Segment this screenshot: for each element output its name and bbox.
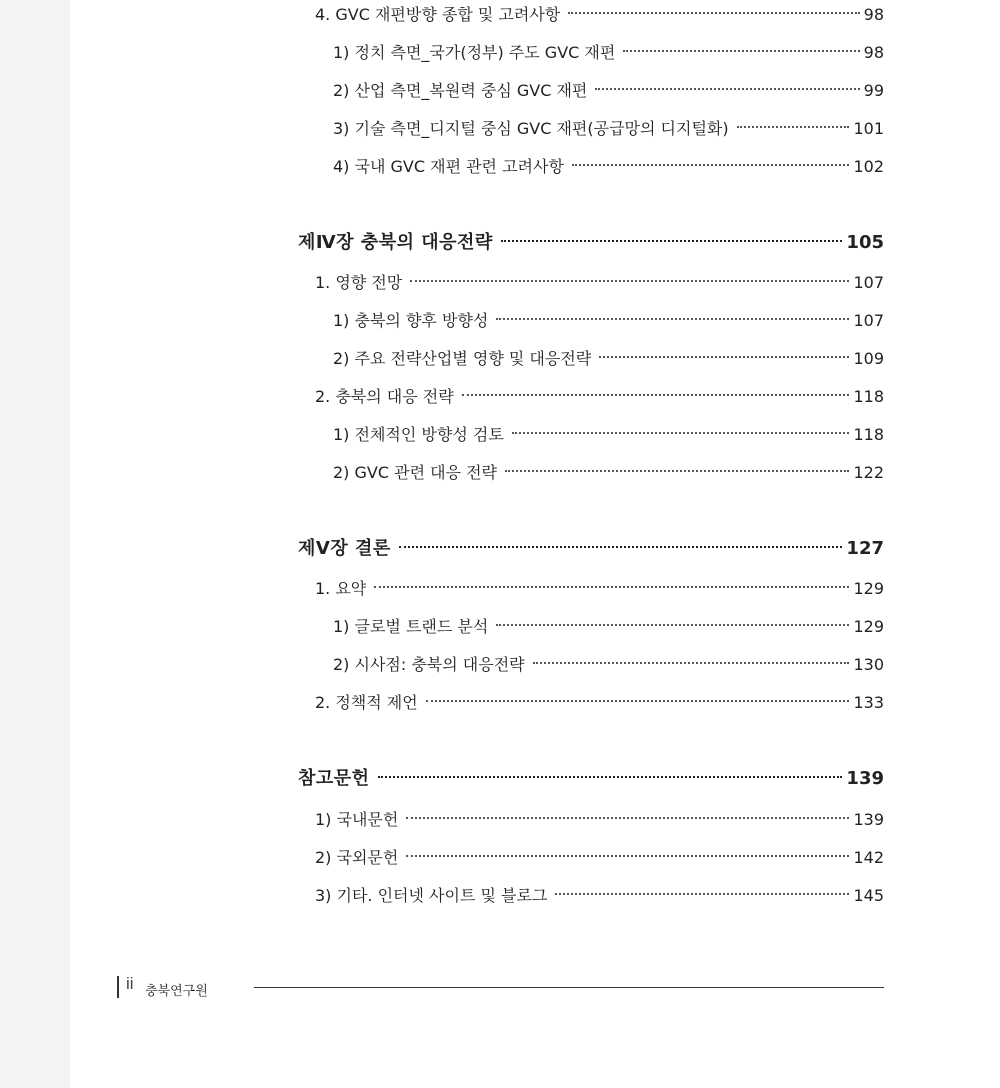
toc-entry-section[interactable]: 2. 충북의 대응 전략 118	[315, 387, 884, 406]
dot-leader	[595, 88, 859, 90]
toc-entry-chapter[interactable]: 제Ⅳ장 충북의 대응전략 105	[298, 232, 884, 253]
toc-entry-chapter[interactable]: 참고문헌 139	[298, 768, 884, 789]
toc-entry-section[interactable]: 3) 기타. 인터넷 사이트 및 블로그 145	[315, 886, 884, 905]
dot-leader	[496, 318, 849, 320]
dot-leader	[399, 546, 843, 548]
dot-leader	[555, 893, 849, 895]
toc-entry-subsection[interactable]: 1) 충북의 향후 방향성 107	[333, 311, 884, 330]
toc-entry-section[interactable]: 1) 국내문헌 139	[315, 810, 884, 829]
toc-entry-section[interactable]: 4. GVC 재편방향 종합 및 고려사항 98	[315, 5, 884, 24]
dot-leader	[505, 470, 849, 472]
dot-leader	[623, 50, 859, 52]
toc-entry-subsection[interactable]: 2) 주요 전략산업별 영향 및 대응전략 109	[333, 349, 884, 368]
dot-leader	[496, 624, 849, 626]
dot-leader	[462, 394, 850, 396]
toc-entry-subsection[interactable]: 2) GVC 관련 대응 전략 122	[333, 463, 884, 482]
footer-divider	[117, 976, 119, 998]
toc-entry-section[interactable]: 2) 국외문헌 142	[315, 848, 884, 867]
dot-leader	[406, 817, 849, 819]
toc-entry-subsection[interactable]: 3) 기술 측면_디지털 중심 GVC 재편(공급망의 디지털화) 101	[333, 119, 884, 138]
dot-leader	[374, 586, 849, 588]
toc-entry-section[interactable]: 2. 정책적 제언 133	[315, 693, 884, 712]
dot-leader	[568, 12, 859, 14]
dot-leader	[512, 432, 850, 434]
dot-leader	[426, 700, 850, 702]
toc-entry-subsection[interactable]: 2) 시사점: 충북의 대응전략 130	[333, 655, 884, 674]
footer-organization: 충북연구원	[145, 984, 208, 999]
dot-leader	[406, 855, 849, 857]
dot-leader	[533, 662, 850, 664]
dot-leader	[410, 280, 849, 282]
toc-entry-subsection[interactable]: 2) 산업 측면_복원력 중심 GVC 재편 99	[333, 81, 884, 100]
dot-leader	[378, 776, 843, 778]
toc-entry-section[interactable]: 1. 요약 129	[315, 579, 884, 598]
dot-leader	[501, 240, 843, 242]
dot-leader	[599, 356, 849, 358]
dot-leader	[572, 164, 850, 166]
toc-entry-subsection[interactable]: 1) 전체적인 방향성 검토 118	[333, 425, 884, 444]
dot-leader	[737, 126, 850, 128]
toc-entry-section[interactable]: 1. 영향 전망 107	[315, 273, 884, 292]
toc-entry-subsection[interactable]: 1) 글로벌 트랜드 분석 129	[333, 617, 884, 636]
footer-page-number: ii	[126, 974, 134, 993]
footer-rule	[254, 987, 884, 988]
toc-entry-subsection[interactable]: 1) 정치 측면_국가(정부) 주도 GVC 재편 98	[333, 43, 884, 62]
toc-entry-subsection[interactable]: 4) 국내 GVC 재편 관련 고려사항 102	[333, 157, 884, 176]
toc-entry-chapter[interactable]: 제Ⅴ장 결론 127	[298, 538, 884, 559]
